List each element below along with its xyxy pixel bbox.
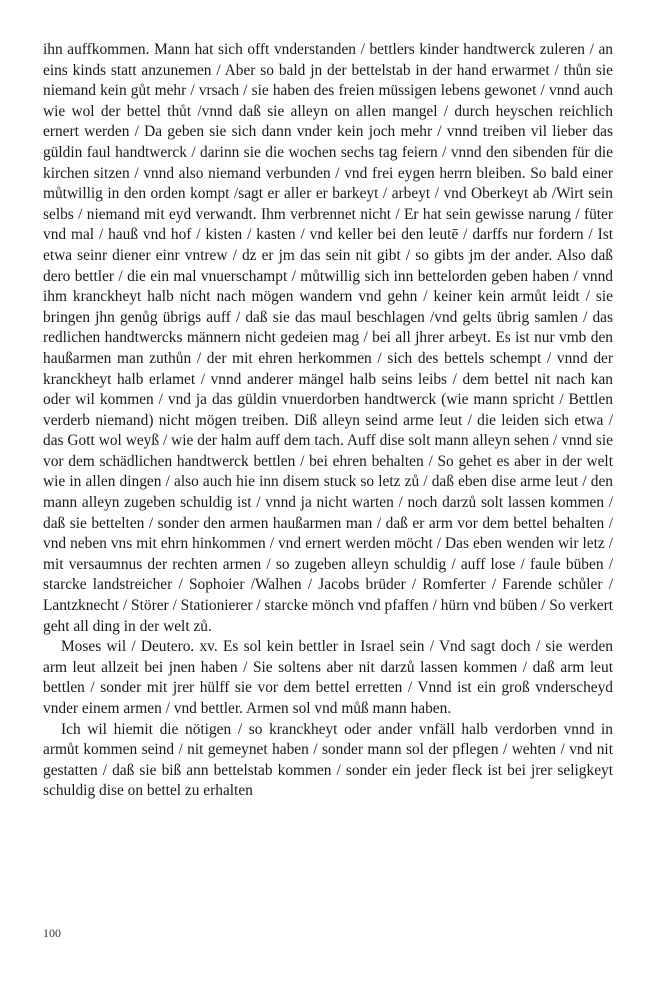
paragraph-3: Ich wil hiemit die nötigen / so kranckheyt oder ander vnfäll halb verdorben vnnd in armůt kommen seind / nit gemeynet haben / sonder mann sol der pflegen / wehten / vnd nit gestatten / daß sie biß ann bettelstab kommen / sonder ein jeder fleck ist bei jrer seligkeyt schuldig dise on bettel zu erhalten [43, 720, 613, 800]
paragraph-2: Moses wil / Deutero. xv. Es sol kein bettler in Israel sein / Vnd sagt doch / sie werden arm leut allzeit bei jnen haben / Sie soltens aber nit darzů lassen kommen / daß arm leut bettlen / sonder mit jrer hülff sie vor dem bettel erretten / Vnnd ist ein groß vnderscheyd vnder einem armen / vnd bettler. Armen sol vnd můß mann haben. [43, 638, 613, 717]
paragraph-1: ihn auffkommen. Mann hat sich offt vnderstanden / bettlers kinder handtwerck zuleren / an eins kinds statt anzunemen / Aber so bald jn der bettelstab in der hand erwarmet / thůn sie niemand kein gůt mehr / vrsach / sie haben des freien müssigen lebens gewonet / vnnd auch wie wol der bettel thůt /vnnd daß sie alleyn on allen mangel / durch heyschen reichlich ernert werden / Da geben sie sich dann vnder kein joch mehr / vnnd treiben vil lieber das güldin faul handtwerck / darinn sie die wochen sechs tag feiern / vnnd den sibenden für die kirchen sitzen / vnnd also niemand verbunden / vnd frei eygen herrn bleiben. So bald einer můtwillig in den orden kompt /sagt er aller er barkeyt / arbeyt / vnd Oberkeyt ab /Wirt sein selbs / niemand mit eyd verwandt. Ihm verbrennet nicht / Er hat sein gewisse narung / füter vnd mal / hauß vnd hof / kisten / kasten / vnd keller bei den leutē / darffs nur fordern / Ist etwa seinr diener einr vntrew / dz er jm das sein nit gibt / so gibts jm der ander. Also daß dero bettler / die ein mal vnuerschampt / můtwillig sich inn bettelorden geben haben / vnnd ihm kranckheyt halb nicht nach mögen wandern vnd gehn / keiner kein armůt leidt / sie bringen jhn genůg übrigs auff / daß sie das maul beschlagen /vnd gelts übrig samlen / das redlichen handtwercks männern nicht gedeien mag / bei all jhrer arbeyt. Es ist nur vmb den haußarmen man zuthůn / der mit ehren herkommen / sich des bettels schempt / vnnd der kranckheyt halb erlamet / vnnd anderer mängel halb seins leibs / dem bettel nit nach kan oder wil kommen / vnd ja das güldin vnuerdorben handtwerck (wie mann spricht / Bettlen verderb niemand) nicht mögen treiben. Diß alleyn seind arme leut / die leiden sich etwa / das Gott wol weyß / wie der halm auff dem tach. Auff dise solt mann alleyn sehen / vnnd sie vor dem schädlichen handtwerck bettlen / bei ehren behalten / So gehet es aber in der welt wie in allen dingen / also auch hie inn disem stuck so letz zů / daß eben dise arme leut / den mann alleyn zugeben schuldig ist / vnnd ja nicht warten / noch darzů solt lassen kommen / daß sie bettelten / sonder den armen haußarmen man / daß er arm vor dem bettel behalten / vnd neben vns mit ehrn hinkommen / vnd ernert werden möcht / Das eben wenden wir letz / mit versaumnus der rechten armen / so zugeben alleyn schuldig / auff lose / faule büben / starcke landstreicher / Sophoier /Walhen / Jacobs brüder / Romferter / Farende schůler / Lantzknecht / Störer / Stationierer / starcke mönch vnd pfaffen / hürn vnd büben / So verkert geht all ding in der welt zů. [43, 41, 613, 635]
page-number: 100 [43, 926, 61, 940]
page-body [43, 40, 613, 802]
